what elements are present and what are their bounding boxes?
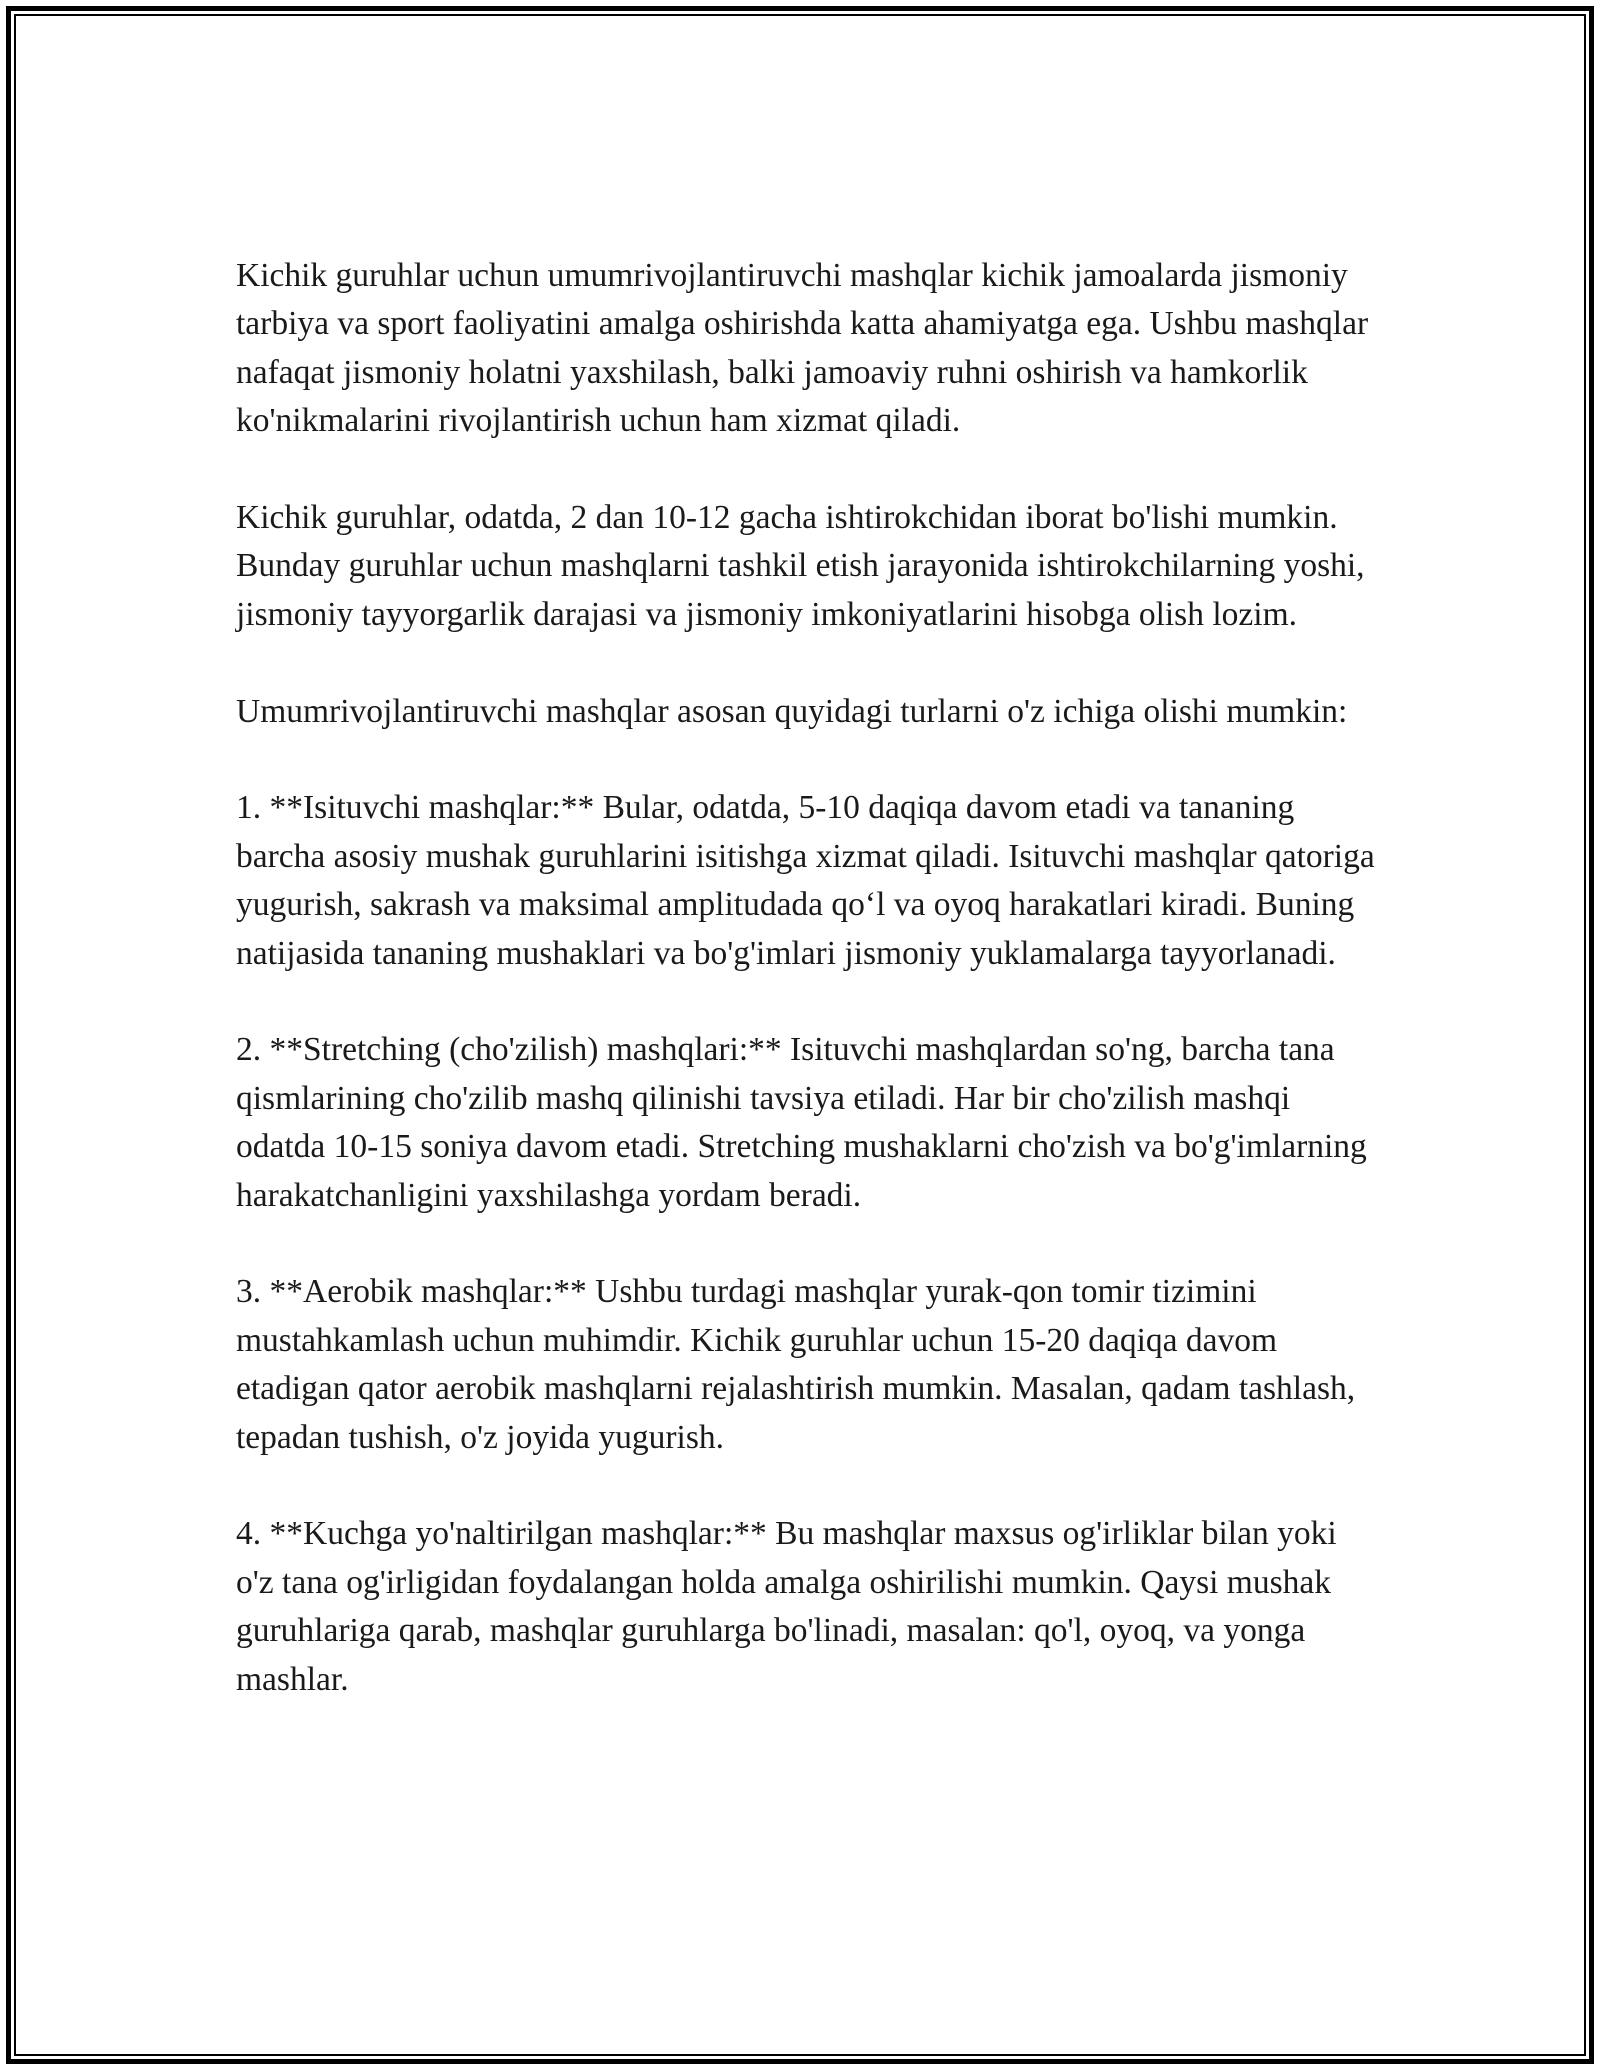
document-body <box>236 252 1376 1704</box>
list-item-strength: 4. **Kuchga yo'naltirilgan mashqlar:** Bu mashqlar maxsus og'irliklar bilan yoki o'z tana og'irligidan foydalangan holda amalga oshirilishi mumkin. Qaysi mushak guruhlariga qarab, mashqlar guruhlarga bo'linadi, masalan: qo'l, oyoq, va yonga mashlar. <box>236 1515 1337 1698</box>
list-item-aerobic: 3. **Aerobik mashqlar:** Ushbu turdagi mashqlar yurak-qon tomir tizimini mustahkamlash uchun muhimdir. Kichik guruhlar uchun 15-20 daqiqa davom etadigan qator aerobik mashqlarni rejalashtirish mumkin. Masalan, qadam tashlash, tepadan tushish, o'z joyida yugurish. <box>236 1273 1356 1456</box>
list-item-stretching: 2. **Stretching (cho'zilish) mashqlari:** Isituvchi mashqlardan so'ng, barcha tana qismlarining cho'zilib mashq qilinishi tavsiya etiladi. Har bir cho'zilish mashqi odatda 10-15 soniya davom etadi. Stretching mushaklarni cho'zish va bo'g'imlarning harakatchanligini yaxshilashga yordam beradi. <box>236 1031 1367 1214</box>
paragraph-exercise-types: Umumrivojlantiruvchi mashqlar asosan quyidagi turlarni o'z ichiga olishi mumkin: <box>236 692 1348 730</box>
paragraph-intro: Kichik guruhlar uchun umumrivojlantiruvchi mashqlar kichik jamoalarda jismoniy tarbiya va sport faoliyatini amalga oshirishda katta ahamiyatga ega. Ushbu mashqlar nafaqat jismoniy holatni yaxshilash, balki jamoaviy ruhni oshirish va hamkorlik ko'nikmalarini rivojlantirish uchun ham xizmat qiladi. <box>236 257 1369 440</box>
paragraph-group-size: Kichik guruhlar, odatda, 2 dan 10-12 gacha ishtirokchidan iborat bo'lishi mumkin. Bunday guruhlar uchun mashqlarni tashkil etish jarayonida ishtirokchilarning yoshi, jismoniy tayyorgarlik darajasi va jismoniy imkoniyatlarini hisobga olish lozim. <box>236 499 1365 633</box>
list-item-warmup: 1. **Isituvchi mashqlar:** Bular, odatda, 5-10 daqiqa davom etadi va tananing barcha asosiy mushak guruhlarini isitishga xizmat qiladi. Isituvchi mashqlar qatoriga yugurish, sakrash va maksimal amplitudada qo‘l va oyoq harakatlari kiradi. Buning natijasida tananing mushaklari va bo'g'imlari jismoniy yuklamalarga tayyorlanadi. <box>236 789 1375 972</box>
